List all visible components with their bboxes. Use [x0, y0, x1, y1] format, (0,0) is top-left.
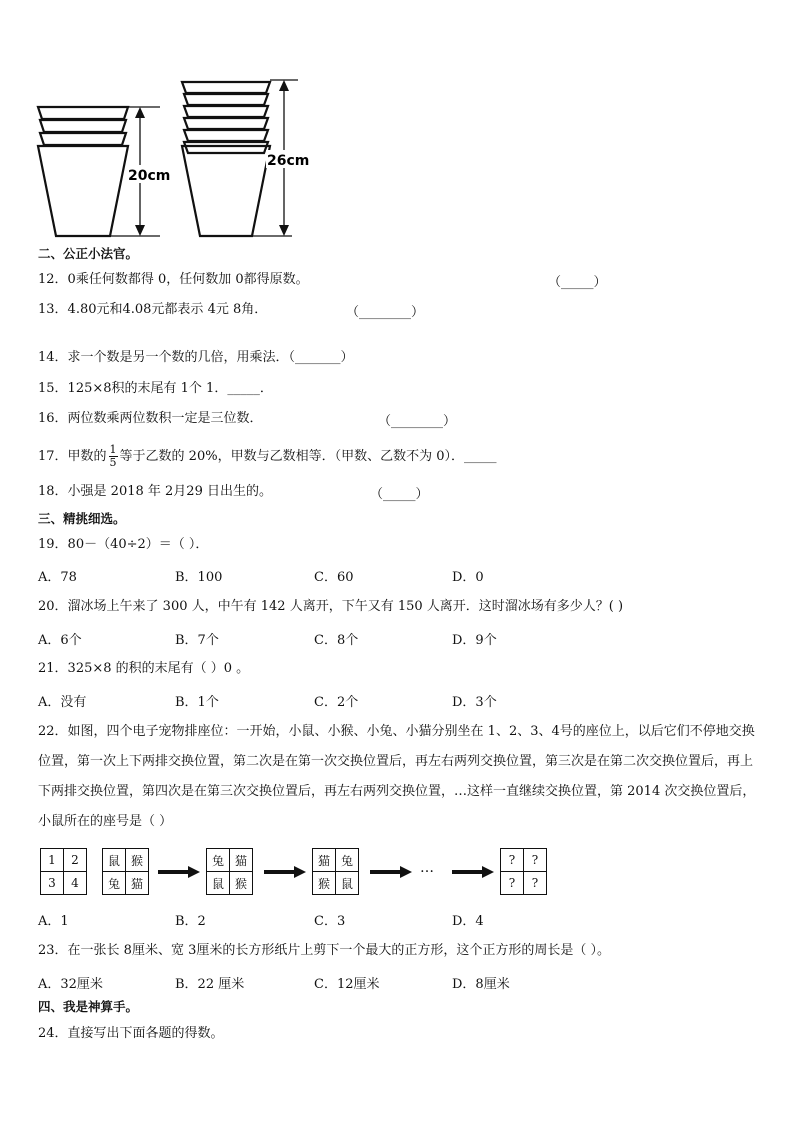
grid-cell: 2	[64, 849, 87, 872]
grid-cell: 猫	[313, 849, 336, 872]
question-21: 21．325×8 的积的末尾有（ ）0 。	[38, 661, 250, 676]
question-16: 16．两位数乘两位数积一定是三位数．	[38, 411, 263, 426]
question-17	[38, 440, 774, 474]
grid-cell: ?	[524, 849, 547, 872]
q23-option-c[interactable]: C．12厘米	[314, 977, 380, 992]
grid-cell: ?	[524, 872, 547, 895]
arrow-right-icon	[370, 866, 412, 878]
q19-option-b[interactable]: B．100	[175, 570, 223, 585]
seat-grid-numbers	[40, 848, 87, 895]
fraction-one-fifth	[109, 444, 118, 469]
answer-blank-13[interactable]: （________）	[346, 305, 425, 320]
grid-cell: 猴	[313, 872, 336, 895]
seat-grid-unknown	[500, 848, 547, 895]
q20-option-b[interactable]: B．7个	[175, 633, 219, 648]
q21-option-d[interactable]: D．3个	[452, 695, 497, 710]
section-2-title: 二、公正小法官。	[38, 246, 139, 261]
question-12: 12．0乘任何数都得 0，任何数加 0都得原数。	[38, 272, 309, 287]
grid-cell: 鼠	[336, 872, 359, 895]
arrow-right-icon	[452, 866, 494, 878]
grid-cell: 4	[64, 872, 87, 895]
grid-cell: 猫	[230, 849, 253, 872]
q23-option-b[interactable]: B．22 厘米	[175, 977, 245, 992]
q22-option-a[interactable]: A．1	[38, 914, 69, 929]
fraction-numerator: 1	[109, 443, 117, 456]
question-17-suffix: 等于乙数的 20%，甲数与乙数相等．（甲数、乙数不为 0）．_____	[119, 449, 497, 464]
q20-option-d[interactable]: D．9个	[452, 633, 497, 648]
grid-cell: 兔	[103, 872, 126, 895]
grid-cell: 鼠	[207, 872, 230, 895]
section-4-title: 四、我是神算手。	[38, 999, 139, 1014]
grid-cell: 兔	[207, 849, 230, 872]
q22-option-c[interactable]: C．3	[314, 914, 346, 929]
q20-option-c[interactable]: C．8个	[314, 633, 359, 648]
seat-grid-swap-2	[312, 848, 359, 895]
answer-blank-16[interactable]: （________）	[378, 414, 457, 429]
seat-grid-swap-1	[206, 848, 253, 895]
question-15: 15．125×8积的末尾有 1个 1．_____．	[38, 381, 273, 396]
question-14: 14．求一个数是另一个数的几倍，用乘法．（_______）	[38, 350, 354, 365]
q22-option-d[interactable]: D．4	[452, 914, 484, 929]
q20-option-a[interactable]: A．6个	[38, 633, 82, 648]
fraction-denominator: 5	[109, 456, 117, 469]
grid-cell: 猴	[230, 872, 253, 895]
q23-option-d[interactable]: D．8厘米	[452, 977, 510, 992]
grid-cell: 猴	[126, 849, 149, 872]
q22-option-b[interactable]: B．2	[175, 914, 206, 929]
grid-cell: 鼠	[103, 849, 126, 872]
stacked-cups-figure	[30, 70, 320, 242]
question-13: 13．4.80元和4.08元都表示 4元 8角．	[38, 302, 268, 317]
question-20: 20．溜冰场上午来了 300 人，中午有 142 人离开，下午又有 150 人离开．这时溜冰场有多少人？( )	[38, 599, 624, 614]
height-label-20cm: 20cm	[128, 168, 171, 184]
grid-cell: 兔	[336, 849, 359, 872]
q19-option-c[interactable]: C．60	[314, 570, 354, 585]
answer-blank-18[interactable]: （_____）	[370, 487, 429, 502]
grid-cell: 3	[41, 872, 64, 895]
q19-option-d[interactable]: D．0	[452, 570, 484, 585]
question-22: 22．如图，四个电子宠物排座位：一开始，小鼠、小猴、小兔、小猫分别坐在 1、2、3、4号的座位上，以后它们不停地交换位置，第一次上下两排交换位置，第二次是在第一次交换位置后，再左右两列交换位置，第三次是在第二次交换位置后，再上下两排交换位置，第四次是在第三次交换位置后，再左右两列交换位置，…这样一直继续交换位置，第 2014 次交换位置后，小鼠所在的座号是（ ）	[38, 724, 756, 829]
question-18: 18．小强是 2018 年 2月29 日出生的。	[38, 484, 272, 499]
grid-cell: 猫	[126, 872, 149, 895]
seat-grid-start	[102, 848, 149, 895]
question-24: 24．直接写出下面各题的得数。	[38, 1026, 224, 1041]
answer-blank-12[interactable]: （_____）	[548, 275, 607, 290]
q21-option-c[interactable]: C．2个	[314, 695, 359, 710]
grid-cell: ?	[501, 872, 524, 895]
grid-cell: ?	[501, 849, 524, 872]
question-19: 19．80－（40÷2）＝（ ）．	[38, 537, 209, 552]
arrow-right-icon	[158, 866, 200, 878]
ellipsis: …	[420, 860, 434, 876]
q23-option-a[interactable]: A．32厘米	[38, 977, 103, 992]
section-3-title: 三、精挑细选。	[38, 511, 126, 526]
arrow-right-icon	[264, 866, 306, 878]
question-23: 23．在一张长 8厘米、宽 3厘米的长方形纸片上剪下一个最大的正方形，这个正方形的周长是（ ）。	[38, 943, 610, 958]
q19-option-a[interactable]: A．78	[38, 570, 77, 585]
q21-option-a[interactable]: A．没有	[38, 695, 87, 710]
q21-option-b[interactable]: B．1个	[175, 695, 219, 710]
grid-cell: 1	[41, 849, 64, 872]
question-17-prefix: 17．甲数的	[38, 449, 107, 464]
height-label-26cm: 26cm	[267, 153, 310, 169]
